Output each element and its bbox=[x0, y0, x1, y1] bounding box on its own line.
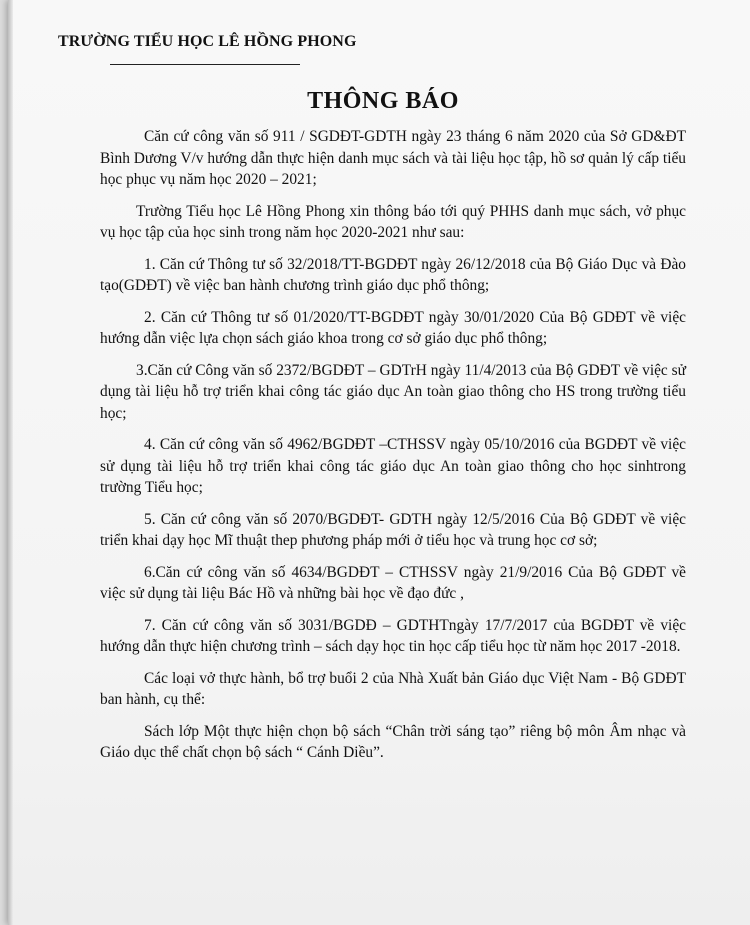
paragraph-item-4: 4. Căn cứ công văn số 4962/BGDĐT –CTHSSV ngày 05/10/2016 của BGDĐT về việc sử dụng tài liệu hỗ trợ triển khai công tác giáo dục An toàn giao thông cho học sinhtrong trường Tiểu học; bbox=[100, 436, 686, 496]
notice-title: THÔNG BÁO bbox=[307, 88, 459, 114]
paragraph-legal-basis: Căn cứ công văn số 911 / SGDĐT-GDTH ngày 23 tháng 6 năm 2020 của Sở GD&ĐT Bình Dương V/v hướng dẫn thực hiện danh mục sách và tài liệu học tập, hồ sơ quản lý cấp tiểu học phục vụ năm học 2020 – 2021; bbox=[100, 128, 686, 188]
school-name: TRƯỜNG TIỂU HỌC LÊ HỒNG PHONG bbox=[58, 33, 357, 50]
paragraph-workbooks: Các loại vở thực hành, bổ trợ buổi 2 của Nhà Xuất bản Giáo dục Việt Nam - Bộ GDĐT ban hành, cụ thể: bbox=[100, 669, 686, 708]
paragraph-item-3: 3.Căn cứ Công văn số 2372/BGDĐT – GDTrH ngày 11/4/2013 của Bộ GDĐT về việc sử dụng tài liệu hỗ trợ triển khai công tác giáo dục An toàn giao thông cho HS trong trường tiểu học; bbox=[100, 361, 686, 422]
paragraph-item-6: 6.Căn cứ công văn số 4634/BGDĐT – CTHSSV ngày 21/9/2016 Của Bộ GDĐT về việc sử dụng tài liệu Bác Hồ và những bài học về đạo đức , bbox=[100, 563, 686, 602]
notice-body bbox=[100, 126, 686, 774]
paragraph-grade-one-books: Sách lớp Một thực hiện chọn bộ sách “Chân trời sáng tạo” riêng bộ môn Âm nhạc và Giáo dục thể chất chọn bộ sách “ Cánh Diều”. bbox=[100, 722, 686, 761]
header-underline bbox=[110, 64, 300, 65]
paragraph-announcement: Trường Tiểu học Lê Hồng Phong xin thông báo tới quý PHHS danh mục sách, vở phục vụ học tập của học sinh trong năm học 2020-2021 như sau: bbox=[100, 202, 686, 241]
paragraph-item-2: 2. Căn cứ Thông tư số 01/2020/TT-BGDĐT ngày 30/01/2020 Của Bộ GDĐT về việc hướng dẫn việc lựa chọn sách giáo khoa trong cơ sở giáo dục phổ thông; bbox=[100, 308, 686, 347]
paragraph-item-5: 5. Căn cứ công văn số 2070/BGDĐT- GDTH ngày 12/5/2016 Của Bộ GDĐT về việc triển khai dạy học Mĩ thuật thep phương pháp mới ở tiểu học và trung học cơ sở; bbox=[100, 510, 686, 549]
document-page bbox=[8, 0, 750, 925]
paragraph-item-7: 7. Căn cứ công văn số 3031/BGDĐ – GDTHTngày 17/7/2017 của BGDĐT về việc hướng dẫn thực hiện chương trình – sách dạy học tin học cấp tiểu học từ năm học 2017 -2018. bbox=[100, 616, 686, 655]
paragraph-item-1: 1. Căn cứ Thông tư số 32/2018/TT-BGDĐT ngày 26/12/2018 của Bộ Giáo Dục và Đào tạo(GDĐT) về việc ban hành chương trình giáo dục phổ thông; bbox=[100, 255, 686, 294]
